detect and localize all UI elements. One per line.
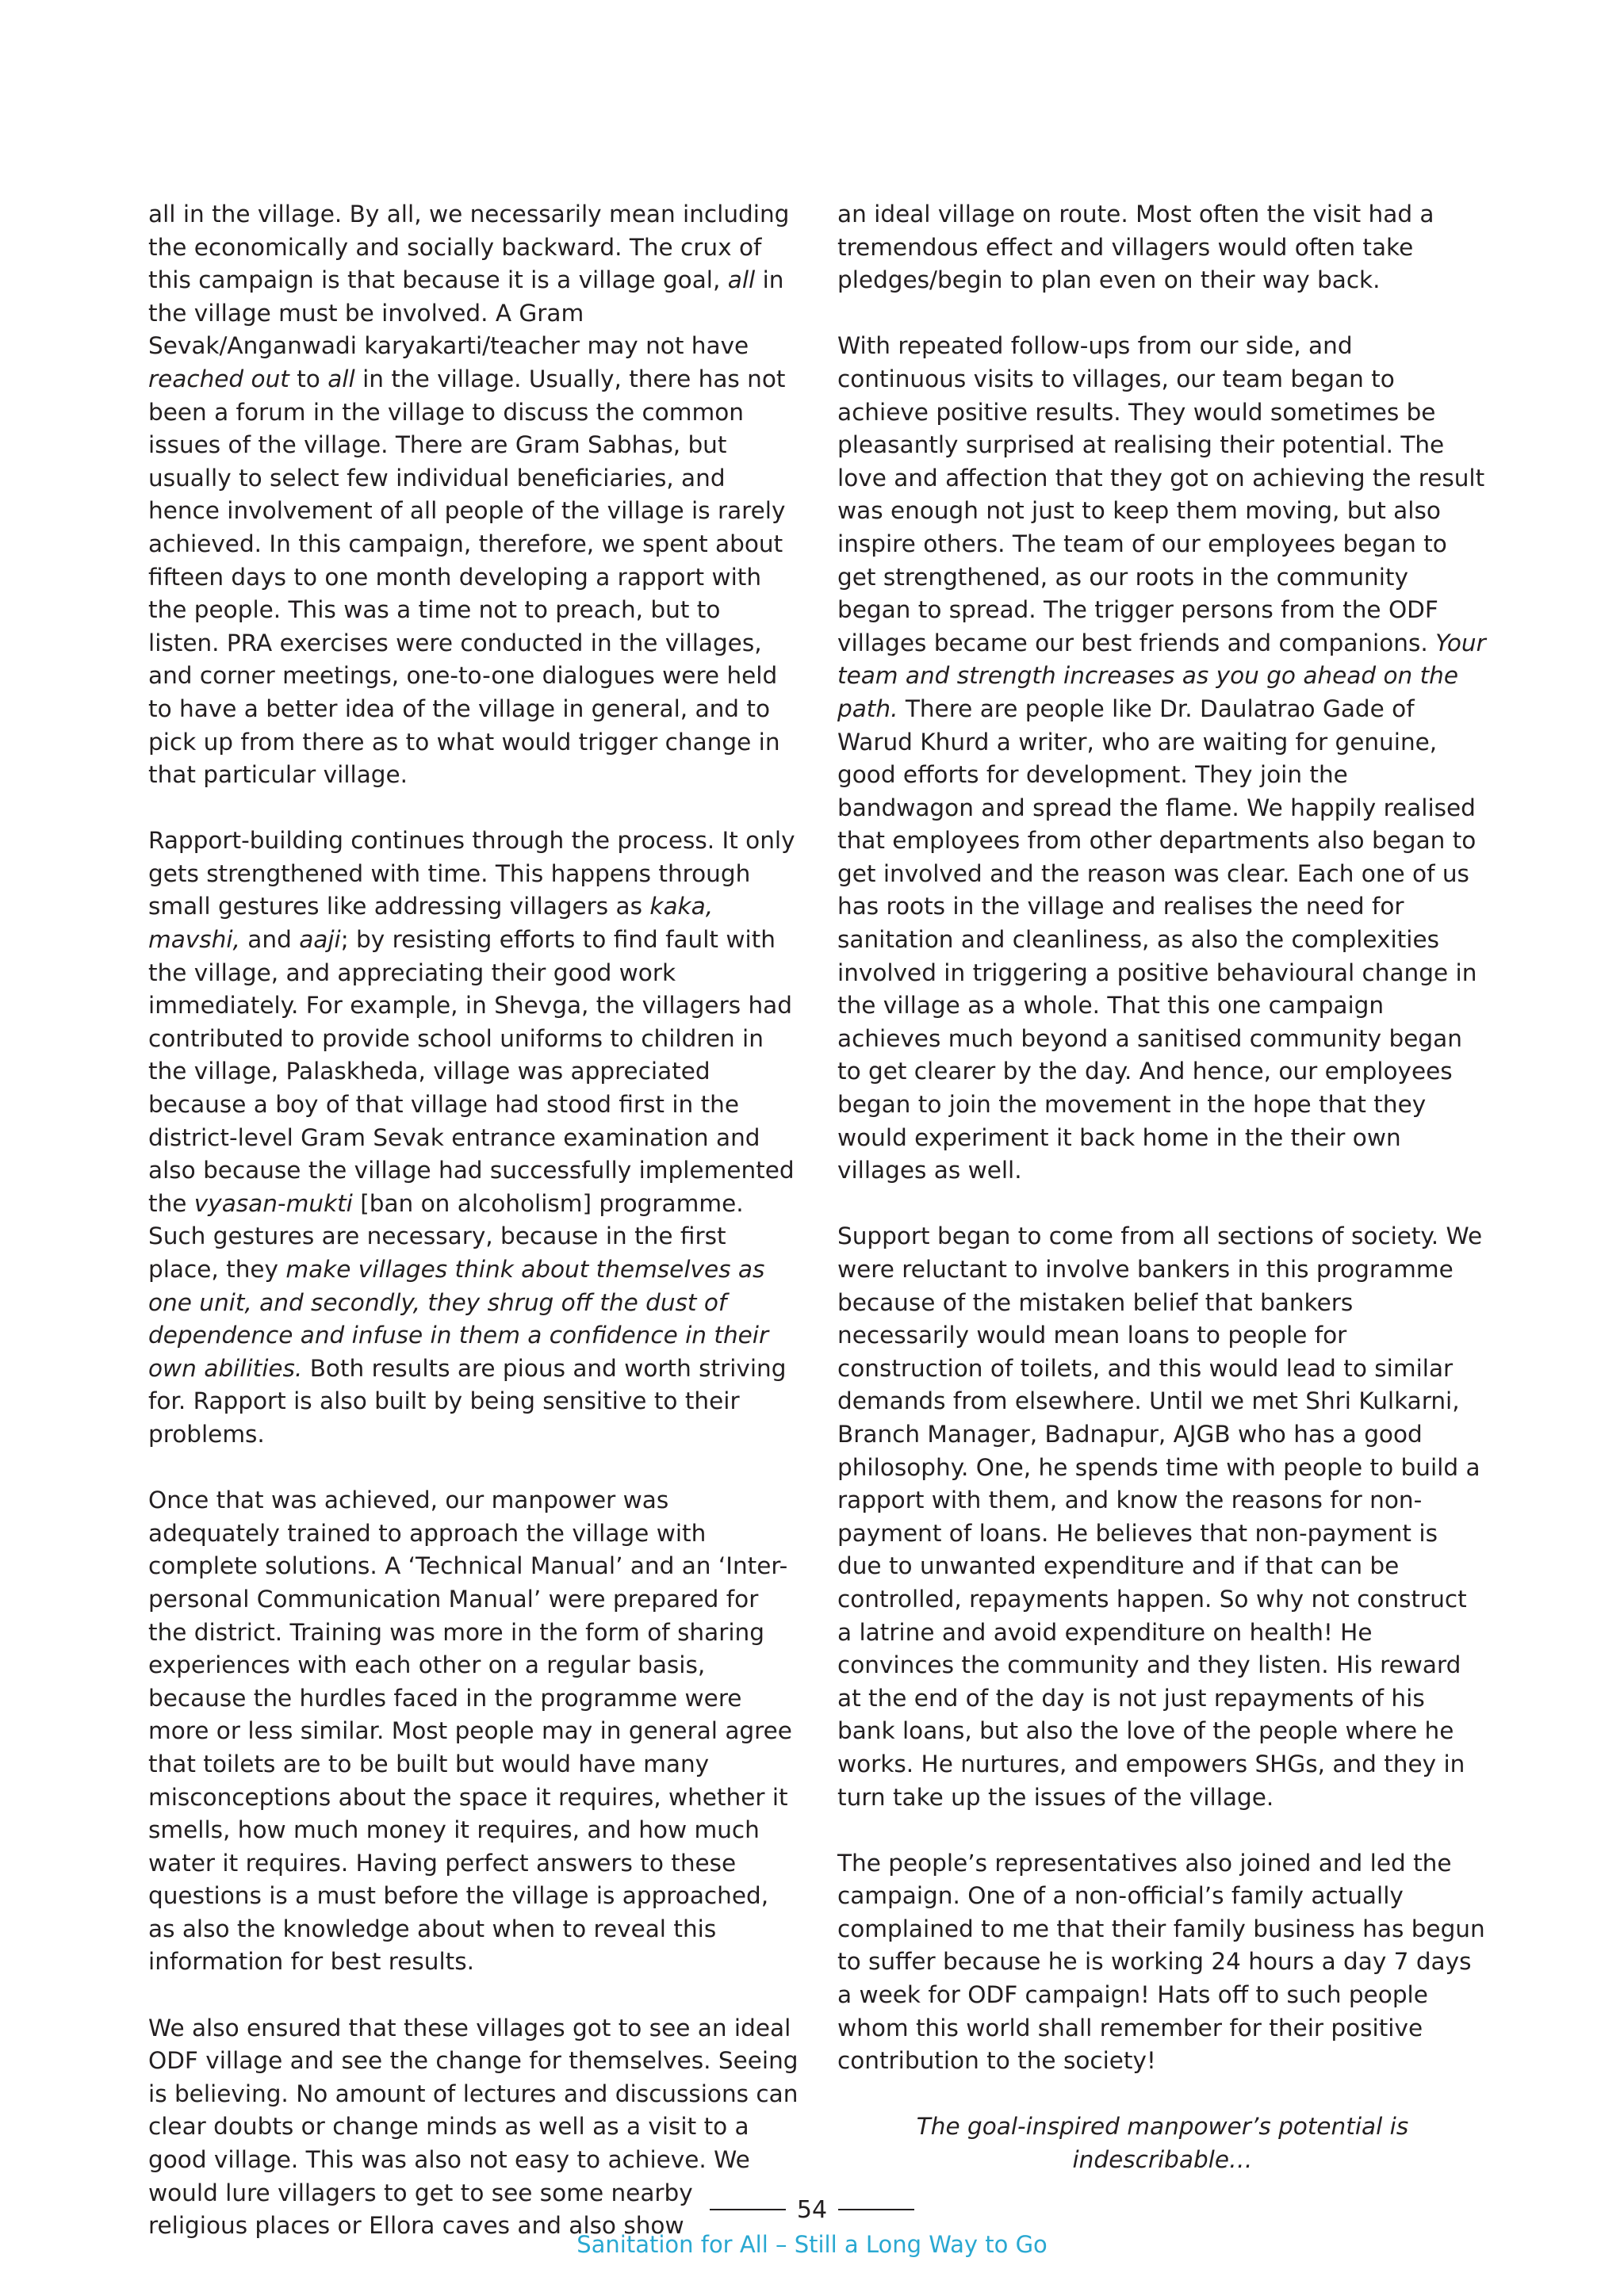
publication-title: Sanitation for All – Still a Long Way to Go: [576, 2231, 1048, 2258]
text-run: ; by resisting efforts to find fault with the village, and appreciating their good work immediately. For example, in Shevga, the villagers had contributed to provide school uniforms to children in the village, Palaskheda, village was appreciated because a boy of that village had stood first in the district-level Gram Sevak entrance examination and also because the village had successfully implemented the: [148, 926, 795, 1217]
text-run: Rapport-building continues through the process. It only gets strengthened with time. This happens through small gestures like addressing villagers as: [148, 827, 795, 920]
page-footer: [0, 2195, 1624, 2258]
text-run: We also ensured that these villages got to see an ideal ODF village and see the change for themselves. Seeing is believing. No amount of lectures and discussions can clear doubts or change minds as well as a visit to a good village. This was also not easy to achieve. We would lure villagers to get to see some nearby religious places or Ellora caves and also show: [148, 2014, 799, 2240]
text-run: and: [239, 926, 300, 954]
text-run: There are people like Dr. Daulatrao Gade of Warud Khurd a writer, who are waiting for genuine, good efforts for development. They join the bandwagon and spread the flame. We happily realised that employees from other departments also began to get involved and the reason was clear. Each one of us has roots in the village and realises the need for sanitation and cleanliness, as also the complexities involved in triggering a positive behavioural change in the village as a whole. That this one campaign achieves much beyond a sanitised community began to get clearer by the day. And hence, our employees began to join the movement in the hope that they would experiment it back home in the their own villages as well.: [837, 695, 1477, 1184]
text-run: in the village. Usually, there has not been a forum in the village to discuss the common issues of the village. There are Gram Sabhas, but usually to select few individual beneficiaries, and hence involvement of all people of the village is rarely achieved. In this campaign, therefore, we spent about fifteen days to one month developing a rapport with the people. This was a time not to preach, but to listen. PRA exercises were conducted in the villages, and corner meetings, one-to-one dialogues were held to have a better idea of the village in general, and to pick up from there as to what would trigger change in that particular village.: [148, 365, 786, 789]
italic-text-run: reached out: [148, 365, 289, 392]
page-number-row: [0, 2195, 1624, 2225]
paragraph: [837, 330, 1488, 1187]
text-run: The people’s representatives also joined and led the campaign. One of a non-official’s family actually complained to me that their family business has begun to suffer because he is working 24 hours a day 7 days a week for ODF campaign! Hats off to such people whom this world shall remember for their positive contribution to the society!: [837, 1849, 1485, 2075]
text-run: With repeated follow-ups from our side, and continuous visits to villages, our team began to achieve positive results. They would sometimes be pleasantly surprised at realising their potential. The love and affection that they got on achieving the result was enough not just to keep them moving, but also inspire others. The team of our employees began to get strengthened, as our roots in the community began to spread. The trigger persons from the ODF villages became our best friends and companions.: [837, 332, 1485, 656]
italic-text-run: Your team and strength increases as you go ahead on the path.: [837, 629, 1486, 722]
left-column: [148, 198, 799, 2243]
closing-quote: The goal-inspired manpower’s potential is indescribable…: [916, 2113, 1409, 2174]
page-number: 54: [796, 2195, 828, 2224]
italic-text-run: kaka, mavshi,: [148, 893, 714, 954]
text-run: Once that was achieved, our manpower was adequately trained to approach the village with complete solutions. A ‘Technical Manual’ and an ‘Inter-personal Communication Manual’ were prepared for the district. Training was more in the form of sharing experiences with each other on a regular basis, because the hurdles faced in the programme were more or less similar. Most people may in general agree that toilets are to be built but would have many misconceptions about the space it requires, whether it smells, how much money it requires, and how much water it requires. Having perfect answers to these questions is a must before the village is approached, as also the knowledge about when to reveal this information for best results.: [148, 1487, 792, 1976]
paragraph: [837, 1220, 1488, 1814]
text-run: [ban on alcoholism] programme. Such gestures are necessary, because in the first place, they: [148, 1189, 744, 1283]
paragraph: [837, 1847, 1488, 2078]
footer-rule-right: [838, 2209, 914, 2210]
italic-text-run: aaji: [299, 926, 341, 954]
italic-text-run: make villages think about themselves as one unit, and secondly, they shrug off the dust of dependence and infuse in them a confidence in their own abilities.: [148, 1256, 769, 1382]
text-run: in the village must be involved. A Gram Sevak/Anganwadi karyakarti/teacher may not have: [148, 266, 784, 360]
italic-text-run: all: [327, 365, 355, 392]
text-run: all in the village. By all, we necessarily mean including the economically and socially backward. The crux of this campaign is that because it is a village goal,: [148, 201, 790, 294]
right-column: [837, 198, 1488, 2177]
text-run: an ideal village on route. Most often the visit had a tremendous effect and villagers would often take pledges/begin to plan even on their way back.: [837, 201, 1434, 294]
footer-rule-left: [710, 2209, 786, 2210]
paragraph: [148, 1484, 799, 1979]
right-column-body: [837, 198, 1488, 2078]
paragraph: [148, 825, 799, 1451]
text-run: Support began to come from all sections of society. We were reluctant to involve bankers in this programme because of the mistaken belief that bankers necessarily would mean loans to people for construction of toilets, and this would lead to similar demands from elsewhere. Until we met Shri Kulkarni, Branch Manager, Badnapur, AJGB who has a good philosophy. One, he spends time with people to build a rapport with them, and know the reasons for non-payment of loans. He believes that non-payment is due to unwanted expenditure and if that can be controlled, repayments happen. So why not construct a latrine and avoid expenditure on health! He convinces the community and they listen. His reward at the end of the day is not just repayments of his bank loans, but also the love of the people where he works. He nurtures, and empowers SHGs, and they in turn take up the issues of the village.: [837, 1223, 1483, 1811]
paragraph: [837, 198, 1488, 297]
text-run: Both results are pious and worth striving for. Rapport is also built by being sensitive to their problems.: [148, 1354, 787, 1448]
paragraph: [148, 198, 799, 792]
italic-text-run: all: [727, 266, 756, 294]
italic-text-run: vyasan-mukti: [193, 1189, 353, 1217]
text-run: to: [289, 365, 328, 392]
